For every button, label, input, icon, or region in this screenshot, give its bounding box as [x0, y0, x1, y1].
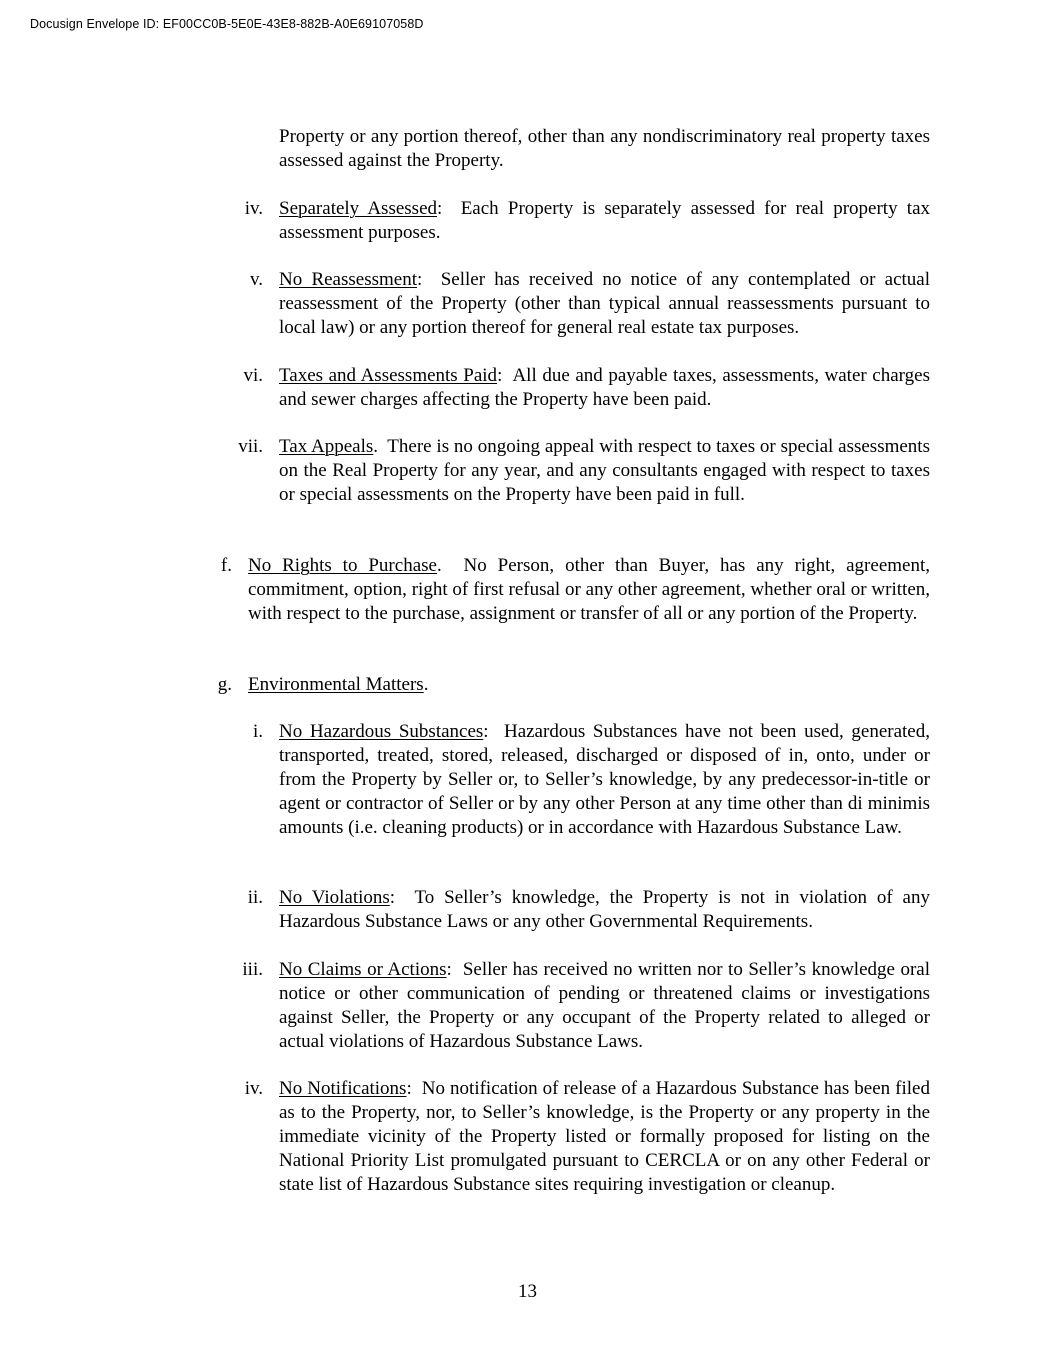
tax-appeals-heading: Tax Appeals — [279, 436, 374, 457]
item-marker: vi. — [243, 365, 263, 386]
no-notifications-paragraph: No Notifications: No notification of release of a Hazardous Substance has been filed as to the Property, nor, to Seller’s knowledge, is the Property or any property in the immediate vicinity of the Property listed or formally proposed for listing on the National Priority List promulgated pursuant to CERCLA or on any other Federal or state list of Hazardous Substance sites requiring investigation or cleanup. — [279, 1078, 935, 1195]
hazardous-substances-heading: No Hazardous Substances — [279, 721, 484, 742]
no-reassessment-paragraph: No Reassessment: Seller has received no notice of any contemplated or actual reassessment of the Property (other than typical annual reassessments pursuant to local law) or any portion thereof for general real estate tax purposes. — [279, 269, 935, 338]
no-violations-paragraph: No Violations: To Seller’s knowledge, the Property is not in violation of any Hazardous Substance Laws or any other Governmental Requirements. — [279, 887, 935, 932]
no-rights-paragraph: No Rights to Purchase. No Person, other than Buyer, has any right, agreement, commitment, option, right of first refusal or any other agreement, whether oral or written, with respect to the purchase, assignment or transfer of all or any portion of the Property. — [248, 555, 935, 624]
no-violations-heading: No Violations — [279, 887, 390, 908]
item-marker: iii. — [242, 959, 263, 980]
tax-appeals-paragraph: Tax Appeals. There is no ongoing appeal with respect to taxes or special assessments on the Real Property for any year, and any consultants engaged with respect to taxes or special assessments on the Property have been paid in full. — [279, 436, 935, 505]
no-claims-paragraph: No Claims or Actions: Seller has received no written nor to Seller’s knowledge oral notice or other communication of pending or threatened claims or investigations against Seller, the Property or any occupant of the Property related to alleged or actual violations of Hazardous Substance Laws. — [279, 959, 935, 1052]
environmental-matters-heading: Environmental Matters — [248, 674, 424, 695]
item-marker: iv. — [244, 1078, 263, 1099]
item-marker: ii. — [247, 887, 263, 908]
item-marker: iv. — [244, 198, 263, 219]
page-number: 13 — [518, 1281, 537, 1302]
taxes-paid-paragraph: Taxes and Assessments Paid: All due and payable taxes, assessments, water charges and sewer charges affecting the Property have been paid. — [279, 365, 935, 410]
no-reassessment-heading: No Reassessment — [279, 269, 417, 290]
hazardous-substances-paragraph: No Hazardous Substances: Hazardous Substances have not been used, generated, transported, treated, stored, released, discharged or disposed of in, onto, under or from the Property by Seller or, to Seller’s knowledge, by any predecessor-in-title or agent or contractor of Seller or by any other Person at any time other than di minimis amounts (i.e. cleaning products) or in accordance with Hazardous Substance Law. — [279, 721, 935, 838]
item-marker: i. — [252, 721, 263, 742]
continuation-paragraph: Property or any portion thereof, other than any nondiscriminatory real property taxes assessed against the Property. — [279, 126, 930, 171]
item-marker: v. — [249, 269, 263, 290]
item-marker: vii. — [238, 436, 263, 457]
section-marker: g. — [217, 674, 232, 695]
no-rights-heading: No Rights to Purchase — [248, 555, 437, 576]
separately-assessed-paragraph: Separately Assessed: Each Property is separately assessed for real property tax assessment purposes. — [279, 198, 935, 243]
separately-assessed-heading: Separately Assessed — [279, 198, 438, 219]
section-marker: f. — [220, 555, 232, 576]
no-notifications-heading: No Notifications — [279, 1078, 407, 1099]
docusign-envelope-id: Docusign Envelope ID: EF00CC0B-5E0E-43E8-882B-A0E69107058D — [30, 17, 424, 31]
no-claims-heading: No Claims or Actions — [279, 959, 447, 980]
environmental-matters-paragraph: Environmental Matters. — [248, 674, 429, 695]
taxes-paid-heading: Taxes and Assessments Paid — [279, 365, 498, 386]
